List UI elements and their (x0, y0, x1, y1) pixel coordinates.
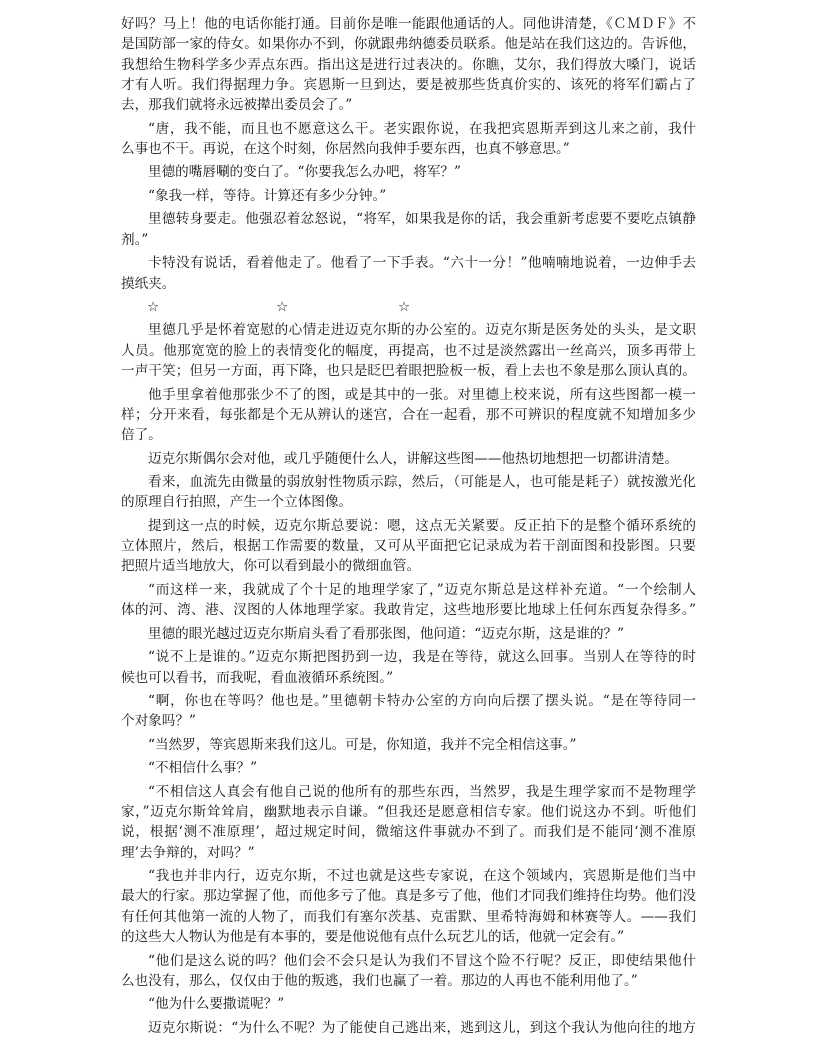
text-line: 里德几乎是怀着宽慰的心情走进迈克尔斯的办公室的。迈克尔斯是医务处的头头，是文职 (148, 322, 696, 339)
paragraph (121, 320, 696, 381)
paragraph (121, 472, 696, 513)
text-line: 候也可以看书，而我呢，看血液循环系统图。” (121, 669, 394, 686)
paragraph (121, 162, 696, 182)
text-line: 的原理自行拍照，产生一个立体图像。 (121, 494, 353, 511)
paragraph (121, 209, 696, 250)
text-line: 他手里拿着他那张少不了的图，或是其中的一张。对里德上校来说，所有这些图都一模一 (148, 386, 696, 403)
text-line: “我也并非内行，迈克尔斯，不过也就是这些专家说，在这个领域内，宾恩斯是他们当中 (148, 868, 696, 885)
text-line: 去，那我们就将永远被撵出委员会了。” (121, 97, 353, 114)
paragraph (121, 1018, 696, 1038)
text-line: 才有人听。我们得据理力争。宾恩斯一旦到达，要是被那些货真价实的、该死的将军们霸占了 (121, 76, 696, 93)
section-break-star: ☆ (276, 298, 289, 315)
text-column (121, 14, 696, 1038)
text-line: 的这些大人物认为他是有本事的，要是他说他有点什么玩艺儿的话，他就一定会有。” (121, 929, 625, 946)
paragraph (121, 758, 696, 778)
text-line: 里德转身要走。他强忍着忿怒说，“将军，如果我是你的话，我会重新考虑要不要吃点镇静 (148, 211, 696, 228)
paragraph (121, 624, 696, 644)
paragraph (121, 994, 696, 1014)
text-line: 剂。” (121, 231, 149, 248)
text-line: 把照片适当地放大，你可以看到最小的微细血管。 (121, 558, 421, 575)
text-line: 么事也不干。再说，在这个时刻，你居然向我伸手要东西，也真不够意思。” (121, 140, 570, 157)
paragraph (121, 449, 696, 469)
text-line: 一声干笑；但另一方面，再下降，也只是眨巴着眼把脸板一板，看上去也不象是那么顶认真的。 (121, 363, 696, 380)
text-line: “唐，我不能，而且也不愿意这么干。老实跟你说，在我把宾恩斯弄到这儿来之前，我什 (148, 120, 696, 137)
text-line: 看来，血流先由微量的弱放射性物质示踪，然后，（可能是人，也可能是耗子）就按激光化 (148, 474, 696, 491)
text-line: “不相信这人真会有他自己说的他所有的那些东西，当然罗，我是生理学家而不是物理学 (148, 783, 696, 800)
text-line: “他为什么要撒谎呢？” (148, 996, 285, 1013)
paragraph (121, 119, 696, 160)
text-line: 我想给生物科学多少弄点东西。指出这是进行过表决的。你瞧，艾尔，我们得放大嗓门，说话 (121, 56, 696, 73)
text-line: “说不上是谁的。”迈克尔斯把图扔到一边，我是在等待，就这么回事。当别人在等待的时 (148, 649, 696, 666)
paragraph (121, 186, 696, 206)
text-line: 人员。他那宽宽的脸上的表情变化的幅度，再提高，也不过是淡然露出一丝高兴，顶多再带上 (121, 342, 696, 359)
paragraph (121, 691, 696, 732)
text-line: 好吗？马上！他的电话你能打通。目前你是唯一能跟他通话的人。同他讲清楚，《ＣＭＤＦ》不 (121, 16, 696, 32)
text-line: 家，”迈克尔斯耸耸肩，幽默地表示自谦。“但我还是愿意相信专家。他们说这办不到。听他们 (121, 804, 696, 821)
text-line: 最大的行家。那边掌握了他，而他多亏了他。真是多亏了他，他们才同我们维持住均势。他们没 (121, 888, 696, 905)
text-line: 迈克尔斯偶尔会对他，或几乎随便什么人，讲解这些图——他热切地想把一切都讲清楚。 (148, 450, 679, 467)
text-line: “而这样一来，我就成了个十足的地理学家了，”迈克尔斯总是这样补充道。“一个绘制人 (148, 581, 696, 598)
text-line: “不相信什么事？” (148, 760, 258, 777)
paragraph (121, 951, 696, 992)
section-break-star: ☆ (398, 298, 411, 315)
paragraph (121, 735, 696, 755)
text-line: “象我一样，等待。计算还有多少分钟。” (148, 187, 387, 204)
text-line: 样；分开来看，每张都是个无从辨认的迷宫，合在一起看，那不可辨识的程度就不知增加多少 (121, 406, 696, 423)
text-line: “啊，你也在等吗？他也是。”里德朝卡特办公室的方向向后摆了摆头说。“是在等待同一 (148, 693, 696, 710)
text-line: 里德的嘴唇唰的变白了。“你要我怎么办吧，将军？” (148, 164, 461, 181)
text-line: 有任何其他第一流的人物了，而我们有塞尔茨基、克雷默、里希特海姆和林赛等人。——我们 (121, 908, 696, 925)
section-break (121, 297, 696, 317)
paragraph (121, 516, 696, 577)
section-break-star: ☆ (147, 298, 160, 315)
text-line: “他们是这么说的吗？他们会不会只是认为我们不冒这个险不行呢？反正，即使结果他什 (148, 952, 696, 969)
paragraph (121, 14, 696, 115)
text-line: 提到这一点的时候，迈克尔斯总要说：嗯，这点无关紧要。反正拍下的是整个循环系统的 (148, 517, 696, 534)
text-line: 体的河、湾、港、汊图的人体地理学家。我敢肯定，这些地形要比地球上任何东西复杂得多。” (121, 602, 696, 619)
paragraph (121, 782, 696, 863)
text-line: 么也没有，那么，仅仅由于他的叛逃，我们也赢了一着。那边的人再也不能利用他了。” (121, 972, 638, 989)
text-line: 理’去争辩的，对吗？” (121, 844, 255, 861)
paragraph (121, 647, 696, 688)
text-line: 倍了。 (121, 427, 162, 444)
paragraph (121, 385, 696, 446)
text-line: 里德的眼光越过迈克尔斯肩头看了看那张图，他问道：“迈克尔斯，这是谁的？” (148, 625, 625, 642)
text-line: 卡特没有说话，看着他走了。他看了一下手表。“六十一分！”他喃喃地说着，一边伸手去 (148, 255, 696, 272)
text-line: 说，根据‘测不准原理’，超过规定时间，微缩这件事就办不到了。而我们是不能同‘测不准原 (121, 824, 696, 841)
paragraph (121, 866, 696, 947)
paragraph (121, 580, 696, 621)
text-line: 是国防部一家的侍女。如果你办不到，你就跟弗纳德委员联系。他是站在我们这边的。告诉他， (121, 36, 696, 53)
text-line: “当然罗，等宾恩斯来我们这儿。可是，你知道，我并不完全相信这事。” (148, 736, 577, 753)
text-line: 个对象吗？” (121, 713, 196, 730)
text-line: 摸纸夹。 (121, 275, 176, 292)
paragraph (121, 253, 696, 294)
text-line: 迈克尔斯说：“为什么不呢？为了能使自己逃出来，逃到这儿，到这个我认为他向往的地方 (148, 1019, 696, 1036)
text-line: 立体照片，然后，根据工作需要的数量，又可从平面把它记录成为若干剖面图和投影图。只要 (121, 538, 696, 555)
